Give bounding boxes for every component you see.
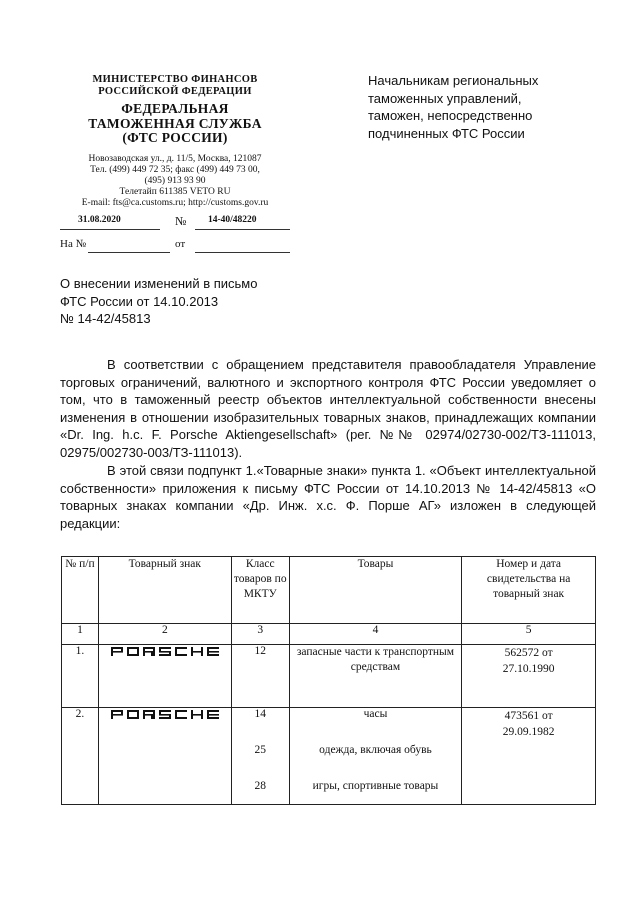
row-cert: 473561 от 29.09.1982 (462, 708, 596, 805)
body-paragraph-1: В соответствии с обращением представителя правообладателя Управление торговых ограничений, валютного и экспортного контроля ФТС России уведомляет о том, что в таможенный реестр объектов интеллектуальной собственности внесены изменения в отношении изобразительных товарных знаков, принадлежащих компании «Dr. Ing. h.c. F. Porsche Aktiengesellschaft» (рег. №№ 02974/02730-002/ТЗ-111013, 02975/002730-003/ТЗ-111013). (60, 357, 596, 460)
row-number: 2. (62, 708, 99, 805)
trademark-logo (98, 708, 231, 805)
addressee: Начальникам региональных таможенных управлений, таможен, непосредственно подчиненных ФТС России (368, 73, 539, 141)
from-label: от (175, 238, 186, 250)
header-goods: Товары (289, 557, 462, 624)
header-class: Класс товаров по МКТУ (231, 557, 289, 624)
table-row (62, 645, 596, 708)
document-number: 14-40/48220 (208, 215, 257, 225)
trademarks-table (61, 556, 596, 805)
subject: О внесении изменений в письмо ФТС России от 14.10.2013 № 14-42/45813 (60, 276, 258, 326)
header-cert: Номер и дата свидетельства на товарный знак (462, 557, 596, 624)
trademark-logo (98, 645, 231, 708)
ministry-name: МИНИСТЕРСТВО ФИНАНСОВ РОССИЙСКОЙ ФЕДЕРАЦИИ (92, 74, 258, 97)
service-name: ФЕДЕРАЛЬНАЯ ТАМОЖЕННАЯ СЛУЖБА (ФТС РОССИИ) (88, 101, 262, 145)
document-date: 31.08.2020 (78, 215, 121, 225)
table-row (62, 708, 596, 805)
header-num: № п/п (62, 557, 99, 624)
table-header-row (62, 557, 596, 624)
row-classes: 14 25 28 (231, 708, 289, 805)
address-block: Новозаводская ул., д. 11/5, Москва, 121087 Тел. (499) 449 72 35; факс (499) 449 73 00, (495) 913 93 90 Телетайп 611385 VETO RU E-mail: fts@ca.customs.ru; http://customs.gov.ru (81, 154, 269, 208)
reply-line (60, 238, 300, 258)
row-goods: часы одежда, включая обувь игры, спортивные товары (289, 708, 462, 805)
number-sign: № (175, 214, 187, 228)
table-column-numbers: 1 2 3 4 5 (62, 624, 596, 645)
porsche-wordmark-icon (111, 710, 219, 719)
porsche-wordmark-icon (111, 647, 219, 656)
registration-line (60, 215, 300, 235)
row-class: 12 (231, 645, 289, 708)
row-goods: запасные части к транспортным средствам (289, 645, 462, 708)
header-mark: Товарный знак (98, 557, 231, 624)
body-paragraph-2: В этой связи подпункт 1.«Товарные знаки» пункта 1. «Объект интеллектуальной собственности» приложения к письму ФТС России от 14.10.2013 № 14-42/45813 «О товарных знаках компании «Др. Инж. х.с. Ф. Порше АГ» изложен в следующей редакции: (60, 463, 596, 531)
reply-label: На № (60, 238, 87, 250)
row-number: 1. (62, 645, 99, 708)
row-cert: 562572 от 27.10.1990 (462, 645, 596, 708)
